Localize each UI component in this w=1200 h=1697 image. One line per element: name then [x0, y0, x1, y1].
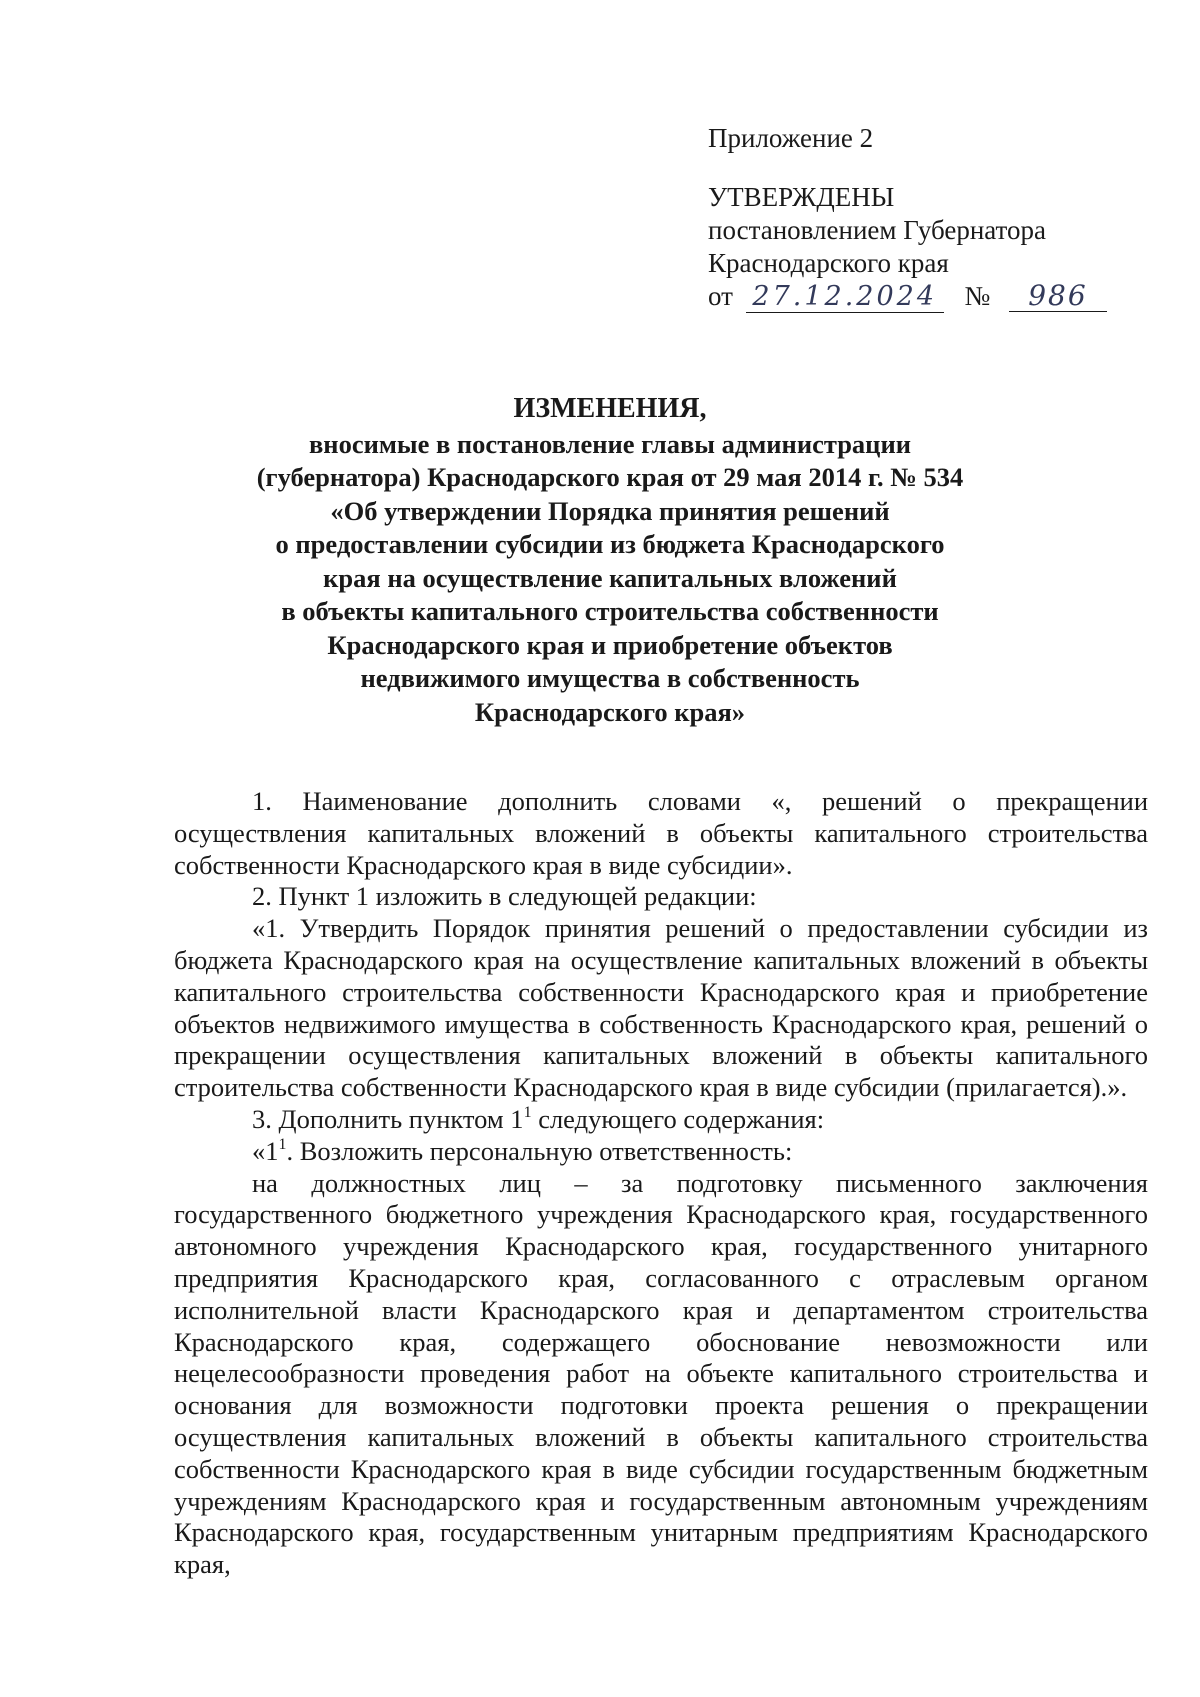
paragraph-6: на должностных лиц – за подготовку письменного заключения государственного бюджетного учреждения Краснодарского края, государственного автономного учреждения Краснодарского края, государственного унитарного предприятия Краснодарского края, согласованного с отраслевым органом исполнительной власти Краснодарского края и департаментом строительства Краснодарского края, содержащего обоснование невозможности или нецелесообразности проведения работ на объекте капитального строительства и основания для возможности подготовки проекта решения о прекращении осуществления капитальных вложений в объекты капитального строительства собственности Краснодарского края в виде субсидии государственным бюджетным учреждениям Краснодарского края и государственным автономным учреждениям Краснодарского края, государственным унитарным предприятиям Краснодарского края,: [174, 1167, 1148, 1580]
paragraph-4-text: 3. Дополнить пунктом 1: [252, 1103, 524, 1134]
heading-line: (губернатора) Краснодарского края от 29 мая 2014 г. № 534: [256, 462, 964, 492]
date-prefix: от: [708, 281, 733, 311]
paragraph-4: [174, 1104, 1148, 1136]
heading-title: ИЗМЕНЕНИЯ,: [513, 393, 707, 424]
paragraph-5-text: «1: [252, 1135, 279, 1166]
date-number-row: [708, 280, 1107, 313]
paragraph-3: «1. Утвердить Порядок принятия решений о предоставлении субсидии из бюджета Краснодарского края на осуществление капитальных вложений в объекты капитального строительства собственности Краснодарского края и приобретение объектов недвижимого имущества в собственность Краснодарского края, решений о прекращении осуществления капитальных вложений в объекты капитального строительства собственности Краснодарского края в виде субсидии (прилагается).».: [174, 913, 1148, 1103]
paragraph-5: [174, 1136, 1148, 1168]
approved-by-line-2: Краснодарского края: [708, 248, 949, 278]
heading-line: «Об утверждении Порядка принятия решений: [330, 495, 890, 526]
paragraph-2: 2. Пункт 1 изложить в следующей редакции:: [252, 881, 757, 912]
handwritten-number: 986: [1009, 281, 1107, 312]
paragraph-1: 1. Наименование дополнить словами «, решений о прекращении осуществления капитальных вложений в объекты капитального строительства собственности Краснодарского края в виде субсидии».: [174, 786, 1148, 880]
approval-block: [708, 122, 1107, 313]
heading-line: недвижимого имущества в собственность: [360, 663, 860, 693]
approved-label: УТВЕРЖДЕНЫ: [708, 182, 895, 212]
superscript: 1: [523, 1103, 532, 1121]
paragraph-4-text: следующего содержания:: [531, 1103, 825, 1134]
paragraph-5-text: . Возложить персональную ответственность:: [286, 1135, 793, 1166]
handwritten-date: 27.12.2024: [746, 282, 944, 313]
superscript: 1: [278, 1135, 287, 1153]
appendix-label: Приложение 2: [708, 123, 874, 153]
heading-line: вносимые в постановление главы администрации: [308, 428, 911, 459]
approved-by-line-1: постановлением Губернатора: [708, 215, 1046, 245]
number-sign: №: [964, 281, 991, 311]
heading-line: Краснодарского края и приобретение объектов: [327, 629, 893, 660]
document-body: [174, 786, 1148, 1581]
heading-line: в объекты капитального строительства собственности: [281, 596, 939, 626]
heading-line: Краснодарского края»: [474, 696, 746, 727]
document-heading: [180, 392, 1040, 729]
heading-line: края на осуществление капитальных вложений: [323, 562, 897, 593]
heading-line: о предоставлении субсидии из бюджета Краснодарского: [275, 529, 945, 559]
